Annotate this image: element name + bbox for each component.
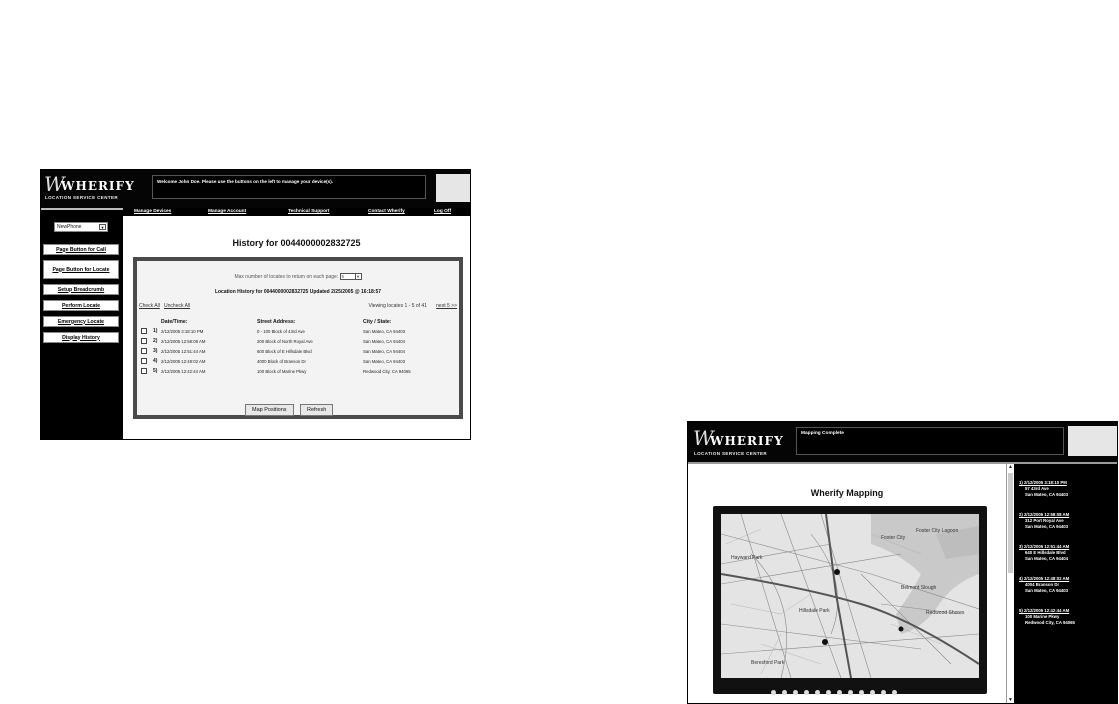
dot bbox=[881, 690, 886, 695]
table-row bbox=[137, 338, 459, 346]
location-street: 57 43rd Ave bbox=[1025, 486, 1049, 491]
device-select-value: NewPhone bbox=[57, 224, 82, 230]
history-actions bbox=[245, 398, 335, 416]
dot bbox=[859, 690, 864, 695]
history-screenshot bbox=[40, 169, 471, 440]
uncheck-all-link[interactable]: Uncheck All bbox=[164, 303, 191, 309]
check-all-link[interactable]: Check All bbox=[139, 303, 160, 309]
wherify-logo-icon: W bbox=[44, 172, 65, 196]
dot bbox=[848, 690, 853, 695]
nav-manage-devices[interactable]: Manage Devices bbox=[134, 209, 172, 214]
top-nav bbox=[41, 208, 470, 216]
col-header-city: City / State: bbox=[363, 319, 392, 325]
location-city: San Mateo, CA 94403 bbox=[1025, 524, 1069, 529]
location-marker bbox=[899, 627, 904, 632]
location-entry bbox=[1019, 512, 1069, 530]
map-content bbox=[688, 464, 1006, 704]
row-address: 4000 Block of Branson Dr bbox=[257, 359, 306, 364]
header-panel bbox=[1068, 426, 1117, 456]
location-link[interactable]: 1) 2/12/2005 3:18:10 PM bbox=[1019, 480, 1067, 485]
location-entry bbox=[1019, 480, 1068, 498]
setup-breadcrumb-button[interactable]: Setup Breadcrumb bbox=[43, 284, 119, 295]
viewing-count: Viewing locates 1 - 5 of 41 bbox=[368, 303, 427, 309]
dot bbox=[771, 690, 776, 695]
row-datetime-link[interactable]: 2/12/2005 12:51:44 AM bbox=[161, 349, 206, 354]
sidebar bbox=[41, 216, 123, 440]
row-number: 5) bbox=[153, 368, 158, 374]
nav-manage-account[interactable]: Manage Account bbox=[208, 209, 247, 214]
status-message: Mapping Complete bbox=[796, 427, 1064, 455]
row-city: San Mateo, CA 94403 bbox=[363, 329, 406, 334]
brand-subtitle: LOCATION SERVICE CENTER bbox=[45, 195, 119, 200]
row-city: Redwood City, CA 94065 bbox=[363, 369, 411, 374]
location-city: San Mateo, CA 94403 bbox=[1025, 588, 1069, 593]
location-street: 100 Marine Pkwy bbox=[1025, 614, 1060, 619]
max-locates-value: 5 bbox=[341, 274, 345, 279]
row-number: 1) bbox=[153, 328, 158, 334]
nav-divider bbox=[41, 208, 123, 210]
brand-name: WHERIFY bbox=[710, 434, 784, 448]
row-checkbox[interactable] bbox=[141, 348, 147, 354]
list-toolbar bbox=[139, 303, 457, 312]
scroll-up-icon[interactable]: ▲ bbox=[1008, 464, 1013, 470]
row-number: 2) bbox=[153, 338, 158, 344]
max-locates-select[interactable] bbox=[340, 273, 362, 280]
scroll-down-icon[interactable]: ▼ bbox=[1008, 697, 1013, 703]
location-history-heading: Location History for 0044000002832725 Updated 2/25/2005 @ 16:18:57 bbox=[214, 289, 382, 295]
dot bbox=[815, 690, 820, 695]
location-link[interactable]: 3) 2/12/2005 12:51:44 AM bbox=[1019, 544, 1070, 549]
page-button-for-locate[interactable]: Page Button for Locate bbox=[43, 260, 119, 279]
max-locates-label: Max number of locates to return on each page: bbox=[234, 273, 339, 280]
map-label: Belmont Slough bbox=[901, 585, 937, 591]
location-marker bbox=[834, 569, 840, 575]
dot bbox=[826, 690, 831, 695]
row-address: 100 Block of Marine Pkwy bbox=[257, 369, 307, 374]
brand-subtitle: LOCATION SERVICE CENTER bbox=[694, 451, 768, 456]
nav-technical-support[interactable]: Technical Support bbox=[288, 209, 330, 214]
location-entry bbox=[1019, 608, 1075, 626]
dot bbox=[892, 690, 897, 695]
page-title: History for 0044000002832725 bbox=[232, 238, 361, 248]
location-city: Redwood City, CA 94065 bbox=[1025, 620, 1075, 625]
scrollbar[interactable] bbox=[1006, 464, 1014, 704]
wherify-logo-icon: W bbox=[693, 426, 714, 450]
row-address: 600 Block of E Hillsdale Blvd bbox=[257, 349, 312, 354]
row-datetime-link[interactable]: 2/12/2005 3:18:10 PM bbox=[161, 329, 204, 334]
dot bbox=[793, 690, 798, 695]
map-label: Redwood Shores bbox=[926, 610, 965, 616]
header-panel bbox=[436, 174, 470, 202]
dot bbox=[782, 690, 787, 695]
device-select[interactable] bbox=[54, 222, 108, 232]
perform-locate-button[interactable]: Perform Locate bbox=[43, 300, 119, 311]
map-positions-button[interactable]: Map Positions bbox=[245, 404, 294, 416]
location-entry bbox=[1019, 576, 1069, 594]
row-checkbox[interactable] bbox=[141, 338, 147, 344]
table-row bbox=[137, 348, 459, 356]
dot bbox=[804, 690, 809, 695]
row-number: 4) bbox=[153, 358, 158, 364]
location-link[interactable]: 4) 2/12/2005 12:48:02 AM bbox=[1019, 576, 1070, 581]
table-row bbox=[137, 358, 459, 366]
locations-sidebar bbox=[1014, 464, 1117, 704]
dot bbox=[870, 690, 875, 695]
row-city: San Mateo, CA 94403 bbox=[363, 359, 406, 364]
map-pagination-dots bbox=[771, 682, 971, 690]
location-street: 4004 Branson Dr bbox=[1025, 582, 1060, 587]
map-label: Hillsdale Park bbox=[799, 608, 830, 614]
row-checkbox[interactable] bbox=[141, 358, 147, 364]
welcome-message: Welcome John Doe. Please use the buttons on the left to manage your device(s). bbox=[152, 175, 426, 199]
scroll-thumb[interactable] bbox=[1008, 473, 1013, 573]
location-link[interactable]: 5) 2/12/2005 12:42:44 AM bbox=[1019, 608, 1070, 613]
map-label: Hayward Park bbox=[731, 555, 763, 561]
map-label: Foster City bbox=[881, 535, 906, 541]
row-datetime-link[interactable]: 2/12/2005 12:58:08 AM bbox=[161, 339, 206, 344]
location-entry bbox=[1019, 544, 1069, 562]
display-history-button[interactable]: Display History bbox=[43, 332, 119, 343]
chevron-down-icon: ▼ bbox=[100, 225, 105, 230]
location-city: San Mateo, CA 94404 bbox=[1025, 556, 1069, 561]
page-title: Wherify Mapping bbox=[810, 488, 884, 498]
map-label: Beresford Park bbox=[751, 660, 785, 666]
history-panel-body bbox=[137, 261, 459, 415]
row-address: 200 Block of North Royal Ave bbox=[257, 339, 313, 344]
row-checkbox[interactable] bbox=[141, 368, 147, 374]
page-button-for-call[interactable]: Page Button for Call bbox=[43, 244, 119, 255]
nav-log-off[interactable]: Log Off bbox=[434, 209, 452, 214]
mapping-screenshot bbox=[687, 421, 1118, 704]
map-frame bbox=[713, 506, 987, 694]
max-locates-row bbox=[137, 273, 459, 280]
table-row bbox=[137, 368, 459, 376]
chevron-down-icon: ▼ bbox=[356, 274, 361, 279]
location-street: 312 Port Royal Ave bbox=[1025, 518, 1064, 523]
header-bar bbox=[688, 422, 1117, 462]
location-link[interactable]: 2) 2/12/2005 12:58:08 AM bbox=[1019, 512, 1070, 517]
col-header-date: Date/Time: bbox=[161, 319, 188, 325]
nav-contact-wherify[interactable]: Contact Wherify bbox=[368, 209, 405, 214]
dot bbox=[837, 690, 842, 695]
map-label: Foster City Lagoon bbox=[916, 528, 959, 534]
next-page-link[interactable]: next 5 >> bbox=[436, 303, 457, 309]
row-datetime-link[interactable]: 2/12/2005 12:42:44 AM bbox=[161, 369, 206, 374]
row-number: 3) bbox=[153, 348, 158, 354]
refresh-button[interactable]: Refresh bbox=[300, 404, 333, 416]
header-bar bbox=[41, 170, 470, 208]
history-panel bbox=[133, 257, 463, 419]
location-marker bbox=[822, 639, 828, 645]
main-content bbox=[123, 216, 470, 440]
row-datetime-link[interactable]: 2/12/2005 12:48:02 AM bbox=[161, 359, 206, 364]
location-street: 640 E Hillsdale Blvd bbox=[1025, 550, 1066, 555]
brand-name: WHERIFY bbox=[61, 179, 135, 193]
col-header-address: Street Address: bbox=[257, 319, 296, 325]
location-city: San Mateo, CA 94403 bbox=[1025, 492, 1069, 497]
table-row bbox=[137, 328, 459, 336]
row-address: 0 - 100 Block of 43rd Ave bbox=[257, 329, 305, 334]
emergency-locate-button[interactable]: Emergency Locate bbox=[43, 316, 119, 327]
row-city: San Mateo, CA 94404 bbox=[363, 349, 406, 354]
row-checkbox[interactable] bbox=[141, 328, 147, 334]
row-city: San Mateo, CA 94404 bbox=[363, 339, 406, 344]
map-view[interactable] bbox=[721, 514, 979, 678]
